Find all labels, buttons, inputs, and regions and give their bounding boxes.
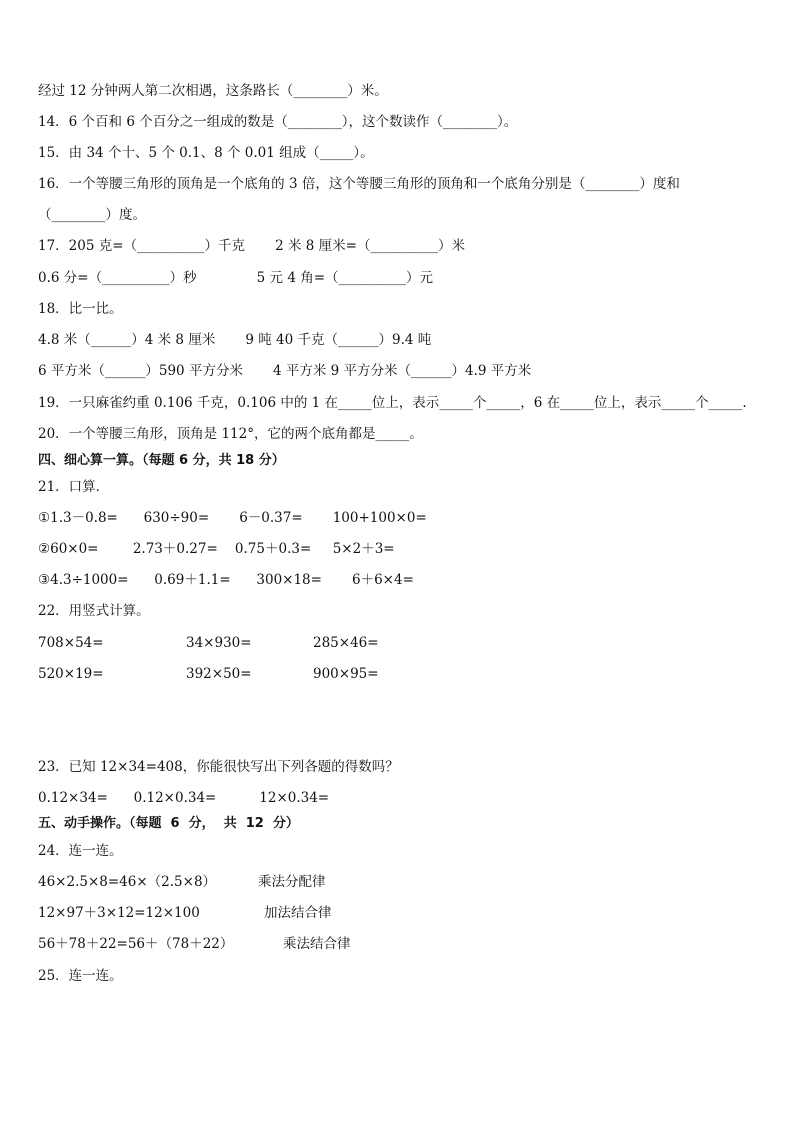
question-15: 15．由 34 个十、5 个 0.1、8 个 0.01 组成（_____）。 [38,145,374,161]
continued-question-line: 经过 12 分钟两人第二次相遇，这条路长（________）米。 [38,83,388,99]
question-23: 23．已知 12×34=408，你能很快写出下列各题的得数吗？ [38,759,399,775]
vertical-calc-item: 900×95= [313,666,379,682]
question-17-line-1: 17．205 克=（__________）千克 2 米 8 厘米=（__________）米 [38,238,465,254]
match-left-item: 12×97＋3×12=12×100 [38,905,200,921]
section-4-heading: 四、细心算一算。（每题 6 分，共 18 分） [38,453,285,468]
match-left-item: 56＋78＋22=56＋（78＋22） [38,936,234,952]
question-23-row: 0.12×34= 0.12×0.34= 12×0.34= [38,790,330,806]
vertical-calc-item: 392×50= [186,666,252,682]
question-19: 19．一只麻雀约重 0.106 千克，0.106 中的 1 在_____位上，表示_____个_____，6 在_____位上，表示_____个_____. [38,395,747,411]
vertical-calc-item: 285×46= [313,635,379,651]
question-20: 20．一个等腰三角形，顶角是 112°，它的两个底角都是_____。 [38,426,423,442]
question-18: 18．比一比。 [38,301,123,317]
match-left-item: 46×2.5×8=46×（2.5×8） [38,874,217,890]
oral-calc-row-1: ①1.3－0.8= 630÷90= 6－0.37= 100+100×0= [38,510,427,526]
question-24: 24．连一连。 [38,843,123,859]
question-16-line-2: （________）度。 [38,207,146,223]
question-17-line-2: 0.6 分=（__________）秒 5 元 4 角=（__________）元 [38,270,434,286]
match-right-item: 乘法结合律 [283,936,351,952]
section-5-heading: 五、动手操作。（每题 6 分， 共 12 分） [38,816,299,831]
question-18-row-2: 6 平方米（______）590 平方分米 4 平方米 9 平方分米（______）4.9 平方米 [38,363,532,379]
oral-calc-row-3: ③4.3÷1000= 0.69＋1.1= 300×18= 6＋6×4= [38,572,414,588]
question-16-line-1: 16．一个等腰三角形的顶角是一个底角的 3 倍，这个等腰三角形的顶角和一个底角分别是（________）度和 [38,176,680,192]
match-right-item: 加法结合律 [264,905,332,921]
vertical-calc-item: 34×930= [186,635,252,651]
oral-calc-row-2: ②60×0= 2.73＋0.27= 0.75＋0.3= 5×2＋3= [38,541,395,557]
question-14: 14．6 个百和 6 个百分之一组成的数是（________），这个数读作（________）。 [38,114,518,130]
question-25: 25．连一连。 [38,968,123,984]
vertical-calc-item: 520×19= [38,666,104,682]
question-21: 21．口算． [38,479,110,495]
question-18-row-1: 4.8 米（______）4 米 8 厘米 9 吨 40 千克（______）9.4 吨 [38,332,432,348]
vertical-calc-item: 708×54= [38,635,104,651]
question-22: 22．用竖式计算。 [38,603,150,619]
match-right-item: 乘法分配律 [258,874,326,890]
